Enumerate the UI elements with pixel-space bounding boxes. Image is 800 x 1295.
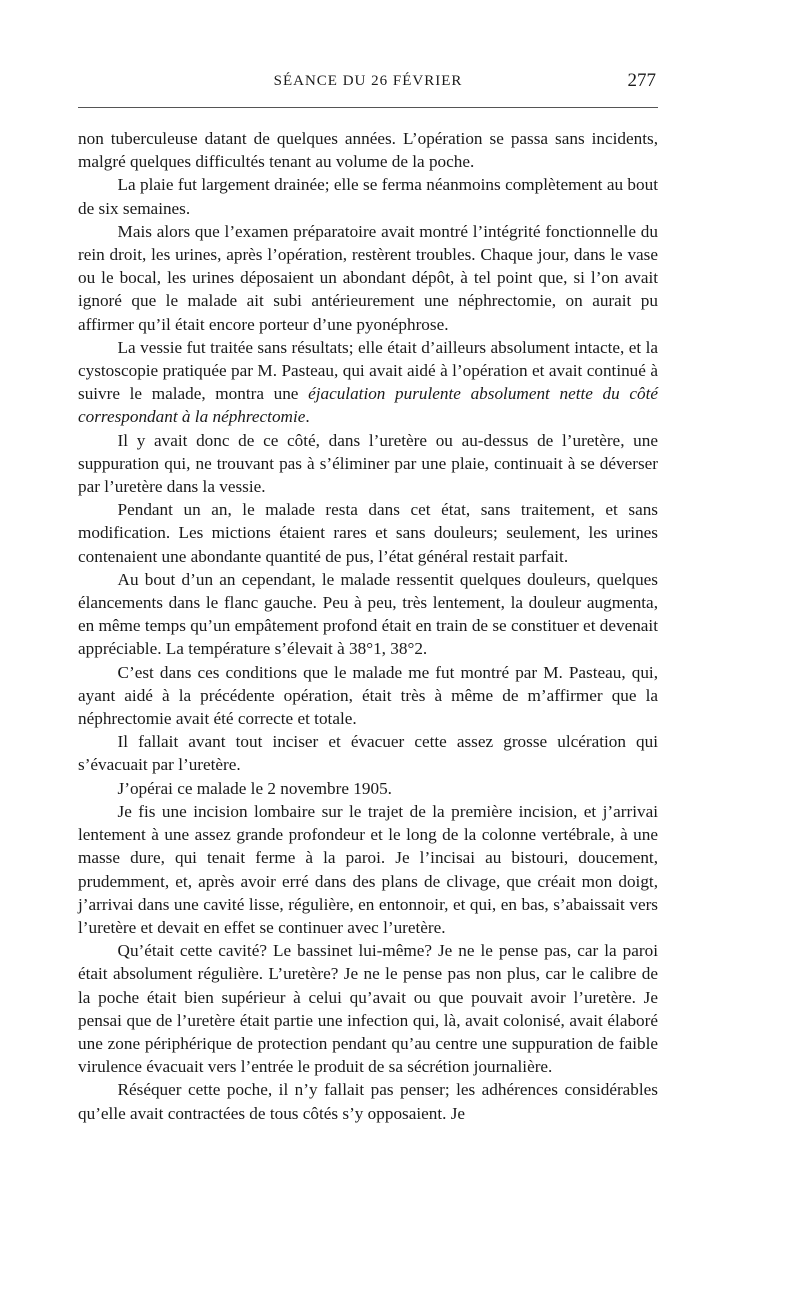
page-number: 277 xyxy=(627,70,656,91)
paragraph: non tuberculeuse datant de quelques années. L’opération se passa sans incidents, malgré quelques difficultés tenant au volume de la poche. xyxy=(78,129,658,172)
italic-phrase: éjaculation purulente absolument nette du côté correspondant à la néphrectomie xyxy=(78,384,658,427)
paragraph: Il y avait donc de ce côté, dans l’uretère ou au-dessus de l’uretère, une suppuration qui, ne trouvant pas à s’éliminer par une plaie, continuait à se déverser par l’uretère dans la vessie. xyxy=(78,430,658,497)
paragraph: Au bout d’un an cependant, le malade ressentit quelques douleurs, quelques élancements dans le flanc gauche. Peu à peu, très lentement, la douleur augmenta, en même temps qu’un empâtement profond était en train de se constituer et devenait appréciable. La température s’élevait à 38°1, 38°2. xyxy=(78,569,658,659)
paragraph: Je fis une incision lombaire sur le trajet de la première incision, et j’arrivai lentement à une assez grande profondeur et le long de la colonne vertébrale, à une masse dure, qui tenait ferme à la paroi. Je l’incisai au bistouri, doucement, prudemment, et, après avoir erré dans des plans de clivage, que créait mon doigt, j’arrivai dans une cavité lisse, régulière, en entonnoir, et qui, en bas, s’abaissait vers l’uretère et devait en effet se continuer avec l’uretère. xyxy=(78,801,658,937)
paragraph-text: La vessie fut traitée sans résultats; elle était d’ailleurs absolument intacte, et la cystoscopie pratiquée par M. Pasteau, qui avait aidé à l’opération et avait continué à suivre le malade, montra une xyxy=(78,337,658,404)
paragraph: La plaie fut largement drainée; elle se ferma néanmoins complètement au bout de six semaines. xyxy=(78,175,658,218)
paragraph: Qu’était cette cavité? Le bassinet lui-même? Je ne le pense pas, car la paroi était absolument régulière. L’uretère? Je ne le pense pas non plus, car le calibre de la poche était bien supérieur à celui qu’avait ou que pouvait avoir l’uretère. Je pensai que de l’uretère était partie une infection qui, là, avait colonisé, avait élaboré une zone périphérique de protection pendant qu’au centre une suppuration de faible virulence évacuait vers l’entrée le produit de sa sécrétion journalière. xyxy=(78,941,658,1077)
page-header xyxy=(78,70,658,94)
paragraph xyxy=(78,336,658,429)
paragraph-text: . xyxy=(305,407,310,427)
paragraph: J’opérai ce malade le 2 novembre 1905. xyxy=(117,778,392,798)
paragraph: Pendant un an, le malade resta dans cet état, sans traitement, et sans modification. Les mictions étaient rares et sans douleurs; seulement, les urines contenaient une abondante quantité de pus, l’état général restait parfait. xyxy=(78,500,658,566)
paragraph: C’est dans ces conditions que le malade me fut montré par M. Pasteau, qui, ayant aidé à la précédente opération, était très à même de m’affirmer que la néphrectomie avait été correcte et totale. xyxy=(78,662,658,729)
body-text xyxy=(78,127,658,1125)
paragraph: Réséquer cette poche, il n’y fallait pas penser; les adhérences considérables qu’elle avait contractées de tous côtés s’y opposaient. Je xyxy=(78,1080,658,1123)
paragraph: Il fallait avant tout inciser et évacuer cette assez grosse ulcération qui s’évacuait par l’uretère. xyxy=(78,732,658,775)
paragraph: Mais alors que l’examen préparatoire avait montré l’intégrité fonctionnelle du rein droit, les urines, après l’opération, restèrent troubles. Chaque jour, dans le vase ou le bocal, les urines déposaient un abondant dépôt, à tel point que, si l’on avait ignoré que le malade ait subi antérieurement une néphrectomie, on aurait pu affirmer qu’il était encore porteur d’une pyonéphrose. xyxy=(78,221,658,334)
header-rule xyxy=(78,107,658,108)
running-title: SÉANCE DU 26 FÉVRIER xyxy=(273,73,463,89)
